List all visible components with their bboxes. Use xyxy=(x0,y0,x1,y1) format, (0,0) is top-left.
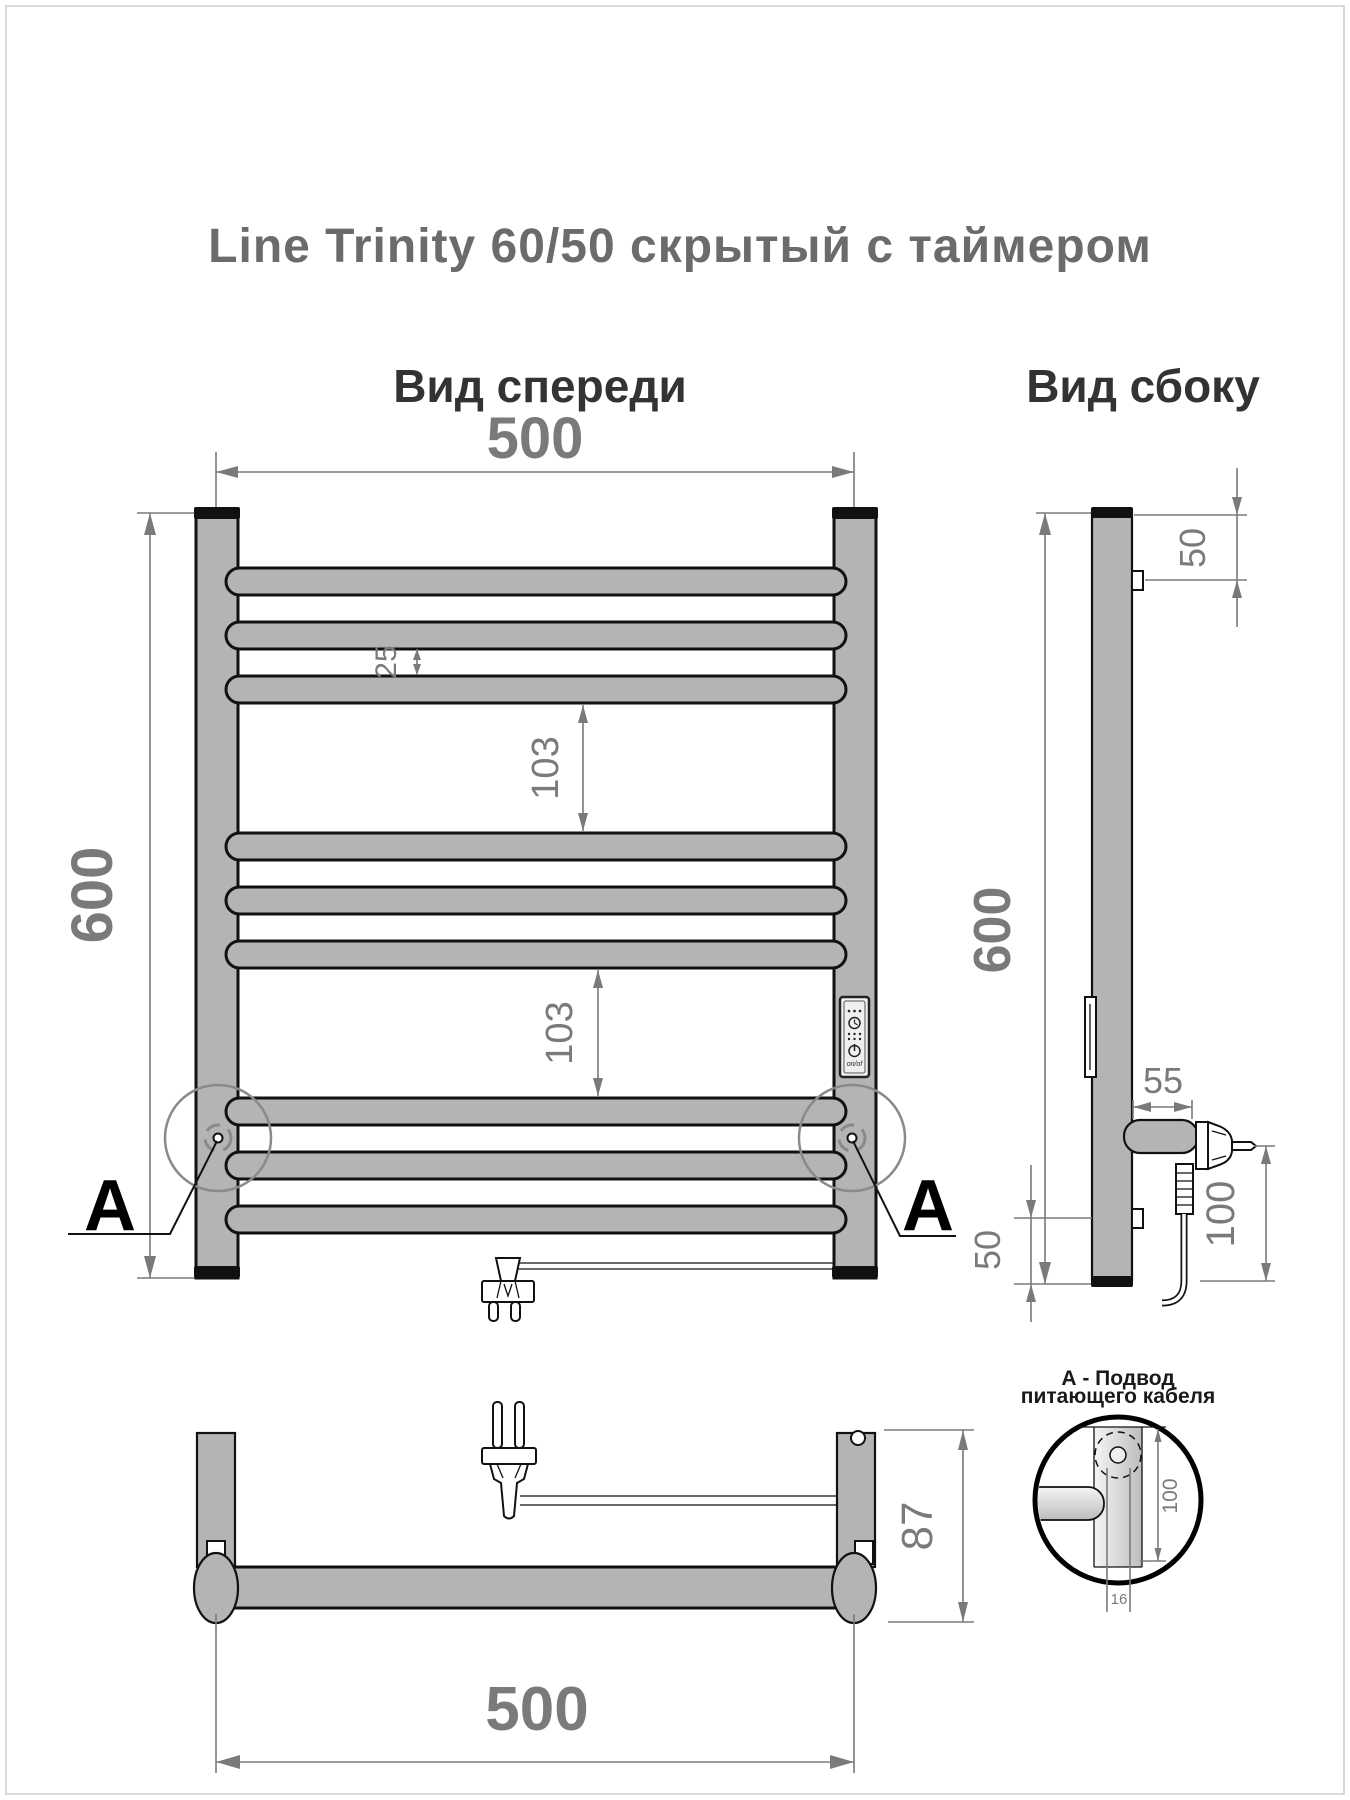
bottom-cable-entry xyxy=(851,1431,865,1445)
front-dim-width xyxy=(216,406,854,511)
side-dim-top-bracket xyxy=(1134,468,1247,627)
plug-prong xyxy=(515,1402,524,1448)
towel-bar xyxy=(226,887,846,914)
towel-bar xyxy=(226,622,846,649)
front-view xyxy=(60,406,956,1321)
front-left-post-top-cap xyxy=(194,507,240,519)
front-dim-group-gap-lower-label: 103 xyxy=(539,1001,581,1065)
bottom-dim-width xyxy=(216,1614,854,1773)
side-dim-top-bracket-label: 50 xyxy=(1172,527,1213,569)
side-dim-bottom-bracket xyxy=(967,1165,1092,1322)
plug-prong xyxy=(1232,1142,1256,1150)
towel-bar xyxy=(226,941,846,968)
bottom-right-post-cap xyxy=(832,1553,876,1623)
front-right-post-top-cap xyxy=(832,507,878,519)
side-wall-bracket-bottom xyxy=(1132,1209,1143,1228)
front-dim-group-gap-upper-label: 103 xyxy=(525,736,567,800)
towel-bar xyxy=(226,676,846,703)
side-dim-bottom-bracket-label: 50 xyxy=(967,1229,1008,1271)
power-plug-bottom xyxy=(482,1402,536,1519)
side-view xyxy=(964,468,1275,1322)
detail-view xyxy=(1020,1367,1215,1612)
front-power-cable xyxy=(512,1263,833,1269)
detail-content xyxy=(1020,1427,1142,1567)
side-dim-outlet-depth-label: 55 xyxy=(1142,1060,1184,1101)
bottom-dim-depth-label: 87 xyxy=(893,1501,942,1551)
power-plug-front xyxy=(482,1258,534,1321)
front-dim-height xyxy=(60,513,195,1278)
plug-prong xyxy=(493,1402,502,1448)
timer-dots-icon xyxy=(848,1010,862,1013)
bottom-dim-depth xyxy=(884,1430,974,1622)
front-view-heading: Вид спереди xyxy=(393,360,687,412)
detail-dim-cable-height-label: 100 xyxy=(1159,1478,1182,1514)
front-dim-rung-gap-label: 25 xyxy=(370,645,403,679)
front-dim-group-gap-upper xyxy=(525,705,588,831)
front-dim-group-gap-lower xyxy=(539,970,603,1096)
detail-heading-line1: А - Подвод xyxy=(1061,1367,1175,1390)
side-cable xyxy=(1162,1214,1184,1303)
side-post-top-cap xyxy=(1091,507,1133,518)
towel-bar xyxy=(226,1098,846,1125)
bottom-dim-width-label: 500 xyxy=(485,1675,589,1744)
detail-cable-core xyxy=(1110,1447,1126,1463)
towel-bar xyxy=(226,568,846,595)
front-left-post-bottom-cap xyxy=(194,1266,240,1278)
towel-bar xyxy=(226,833,846,860)
detail-heading-line2: питающего кабеля xyxy=(1020,1385,1216,1408)
side-post-bottom-cap xyxy=(1091,1276,1133,1287)
bottom-left-post-cap xyxy=(194,1553,238,1623)
timer-onoff-label: on/of xyxy=(846,1061,863,1068)
towel-bar xyxy=(226,1152,846,1179)
towel-bars xyxy=(226,568,846,1233)
drawing-title: Line Trinity 60/50 скрытый с таймером xyxy=(208,220,1152,273)
front-dim-height-label: 600 xyxy=(60,846,125,944)
side-dim-height-label: 600 xyxy=(964,886,1022,974)
bottom-bar xyxy=(216,1567,854,1608)
side-post xyxy=(1092,513,1132,1280)
detail-marker-right-label: А xyxy=(902,1166,954,1246)
timer-panel xyxy=(840,997,869,1077)
front-dim-width-label: 500 xyxy=(486,406,584,471)
front-right-post-bottom-cap xyxy=(832,1266,878,1278)
towel-bar xyxy=(226,1206,846,1233)
side-dim-cable-drop-label: 100 xyxy=(1199,1180,1243,1248)
side-wall-bracket-top xyxy=(1132,571,1143,590)
detail-marker-left-label: А xyxy=(84,1166,136,1246)
detail-dim-cable-diameter-label: 16 xyxy=(1110,1591,1128,1608)
side-dim-outlet-depth xyxy=(1133,1060,1192,1119)
side-view-heading: Вид сбоку xyxy=(1026,360,1260,412)
bottom-view xyxy=(194,1402,974,1773)
side-outlet-pipe xyxy=(1124,1120,1198,1153)
